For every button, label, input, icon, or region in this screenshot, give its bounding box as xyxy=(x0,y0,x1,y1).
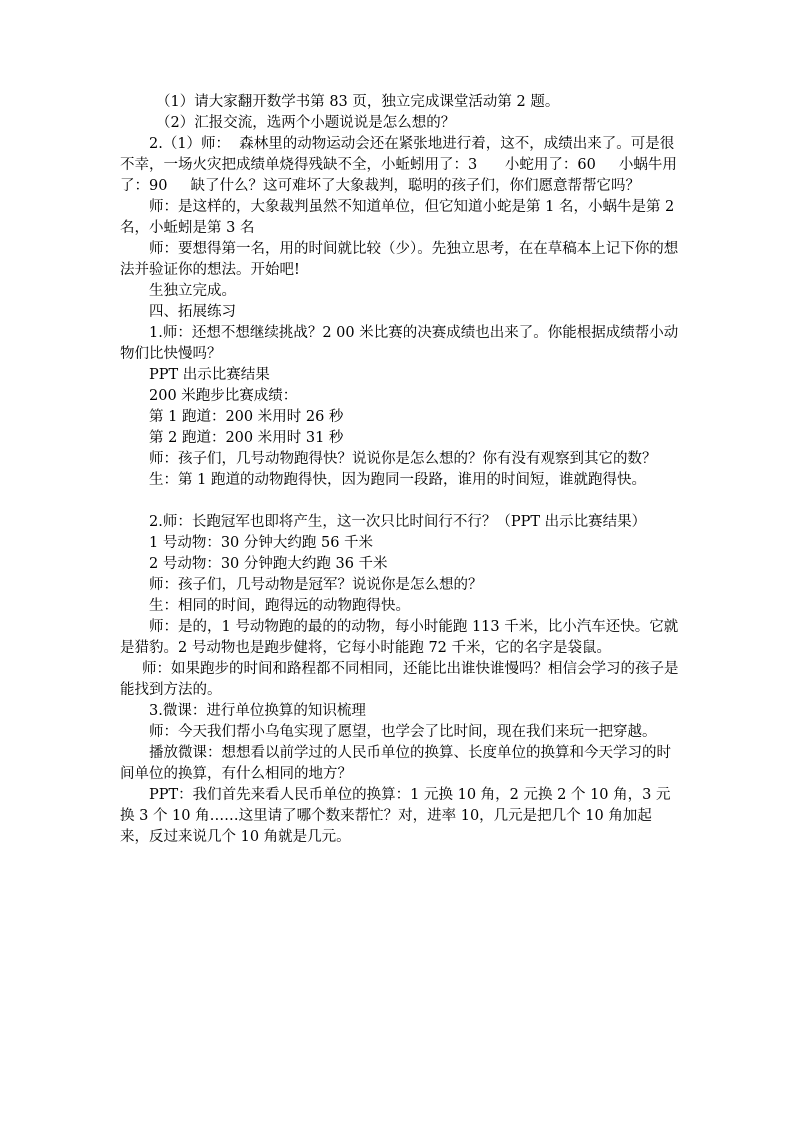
paragraph-16: 2 号动物：30 分钟跑大约跑 36 千米 xyxy=(149,556,388,572)
paragraph-11: 第 2 跑道：200 米用时 31 秒 xyxy=(149,430,344,446)
paragraph-22: 师：今天我们帮小乌龟实现了愿望，也学会了比时间，现在我们来玩一把穿越。 xyxy=(149,724,657,740)
paragraph-12: 师：孩子们，几号动物跑得快？说说你是怎么想的？你有没有观察到其它的数？ xyxy=(149,451,657,467)
paragraph-9: 200 米跑步比赛成绩： xyxy=(149,388,298,404)
paragraph-8: PPT 出示比赛结果 xyxy=(149,367,270,383)
paragraph-24: PPT：我们首先来看人民币单位的换算：1 元换 10 角，2 元换 2 个 10 角，3 元换 3 个 10 角……这里请了哪个数来帮忙？对，进率 10，几元是把几个 10 角加起来，反过来说几个 10 角就是几元。 xyxy=(120,787,671,845)
paragraph-4: 师：是这样的，大象裁判虽然不知道单位，但它知道小蛇是第 1 名，小蜗牛是第 2 名，小蚯蚓是第 3 名 xyxy=(120,199,679,236)
paragraph-5: 师：要想得第一名，用的时间就比较（少）。先独立思考，在在草稿本上记下你的想法并验证你的想法。开始吧! xyxy=(120,241,679,278)
paragraph-23: 播放微课：想想看以前学过的人民币单位的换算、长度单位的换算和今天学习的时间单位的换算，有什么相同的地方？ xyxy=(120,745,671,782)
paragraph-21: 3.微课：进行单位换算的知识梳理 xyxy=(149,703,366,719)
paragraph-2: （2）汇报交流，选两个小题说说是怎么想的？ xyxy=(156,115,456,131)
paragraph-3: 2.（1）师： 森林里的动物运动会还在紧张地进行着，这不，成绩出来了。可是很不幸，一场火灾把成绩单烧得残缺不全，小蚯蚓用了：3 小蛇用了：60 小蜗牛用了：90 缺了什么？这可难坏了大象裁判，聪明的孩子们，你们愿意帮帮它吗？ xyxy=(120,136,677,194)
document-page xyxy=(120,92,680,848)
section-heading-expand-practice: 四、拓展练习 xyxy=(149,304,236,320)
blank-line xyxy=(120,491,680,512)
paragraph-19: 师：是的，1 号动物跑的最的的动物，每小时能跑 113 千米，比小汽车还快。它就是猎豹。2 号动物也是跑步健将，它每小时能跑 72 千米，它的名字是袋鼠。 xyxy=(120,619,679,656)
paragraph-10: 第 1 跑道：200 米用时 26 秒 xyxy=(149,409,344,425)
paragraph-20: 师：如果跑步的时间和路程都不同相同，还能比出谁快谁慢吗？相信会学习的孩子是能找到方法的。 xyxy=(120,661,679,698)
paragraph-7: 1.师：还想不想继续挑战？2 00 米比赛的决赛成绩也出来了。你能根据成绩帮小动物们比快慢吗？ xyxy=(120,325,679,362)
paragraph-18: 生：相同的时间，跑得远的动物跑得快。 xyxy=(149,598,410,614)
paragraph-13: 生：第 1 跑道的动物跑得快，因为跑同一段路，谁用的时间短，谁就跑得快。 xyxy=(149,472,646,488)
paragraph-6: 生独立完成。 xyxy=(149,283,236,299)
paragraph-14: 2.师：长跑冠军也即将产生，这一次只比时间行不行？（PPT 出示比赛结果） xyxy=(149,514,647,530)
paragraph-15: 1 号动物：30 分钟大约跑 56 千米 xyxy=(149,535,374,551)
paragraph-1: （1）请大家翻开数学书第 83 页，独立完成课堂活动第 2 题。 xyxy=(156,94,560,110)
paragraph-17: 师：孩子们，几号动物是冠军？说说你是怎么想的？ xyxy=(149,577,483,593)
